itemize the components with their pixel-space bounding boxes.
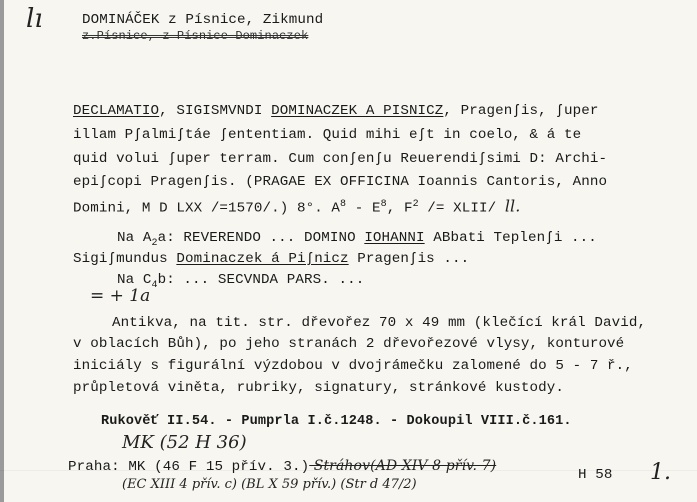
note-text: b: ... SECVNDA PARS. ... <box>157 272 365 288</box>
title-author: DOMINACZEK A PISNICZ <box>271 103 444 119</box>
note-iohanni: IOHANNI <box>364 230 425 246</box>
scan-artifact <box>0 470 697 471</box>
count-mark: 1. <box>650 460 671 485</box>
description-line-2: v oblacích Bůh), po jeho stranách 2 dřevořezové vlysy, konturové <box>73 336 625 352</box>
note-line-1 <box>117 230 597 252</box>
references: Rukověť II.54. - Pumprla I.č.1248. - Dokoupil VIII.č.161. <box>101 414 572 429</box>
note-line-2 <box>73 251 469 267</box>
title-line-4: epiʃcopi Pragenʃis. (PRAGAE EX OFFICINA Ioannis Cantoris, Anno <box>73 174 608 190</box>
praha-handwritten-line-2: (EC XIII 4 přív. c) (BL X 59 přív.) (Str d 47/2) <box>122 477 417 492</box>
handwritten-mk-signature: MK (52 H 36) <box>122 432 247 453</box>
praha-value: MK (46 F 15 přív. 3.) <box>128 459 310 475</box>
collation-sup: 2 <box>412 199 419 210</box>
title-line-1 <box>73 103 598 119</box>
collation-sup: 8 <box>380 199 387 210</box>
collation-d: /= XLII/ <box>418 200 505 217</box>
note-dominaczek: Dominaczek á Piʃnicz <box>176 251 349 267</box>
title-text: , Pragenʃis, ʃuper <box>443 103 599 119</box>
title-line-3: quid volui ʃuper terram. Cum conʃenʃu Reuerendiʃsimi D: Archi- <box>73 151 608 167</box>
note-text: Na A <box>117 230 152 246</box>
note-text: Sigiʃmundus <box>73 251 177 267</box>
note-sub: 2 <box>151 237 158 249</box>
header-name: DOMINÁČEK z Písnice, Zikmund <box>82 12 324 28</box>
praha-line <box>68 458 496 475</box>
header-struck-text: z.Písnice, z Písnice Dominaczek <box>82 29 309 43</box>
note-text: a: REVERENDO ... DOMINO <box>157 230 365 246</box>
note-sub: 4 <box>151 279 158 291</box>
collation-b: - E <box>346 200 381 217</box>
collation-a: Domini, M D LXX /=1570/.) 8°. A <box>73 200 341 217</box>
collation-c: , F <box>386 200 413 217</box>
title-declamatio: DECLAMATIO <box>73 103 160 119</box>
description-line-1: Antikva, na tit. str. dřevořez 70 x 49 mm (klečící král David, <box>112 315 647 331</box>
shelf-mark: H 58 <box>578 467 613 483</box>
collation-sup: 8 <box>340 199 347 210</box>
handwritten-ll: ll. <box>504 196 521 216</box>
title-text: , SIGISMVNDI <box>159 103 272 119</box>
description-line-3: iniciály s figurální výzdobou v dvojrámečku zalomené do 5 - 7 ř., <box>73 358 633 374</box>
card-edge <box>0 0 4 502</box>
praha-label: Praha: <box>68 459 129 475</box>
corner-handwritten-mark: lı <box>26 4 43 34</box>
title-line-5 <box>73 197 520 217</box>
handwritten-mark-1a: = + 1a <box>90 286 151 306</box>
description-line-4: průpletová viněta, rubriky, signatury, stránkové kustody. <box>73 380 564 396</box>
title-line-2: illam Pʃalmiʃtáe ʃententiam. Quid mihi eʃt in coelo, & á te <box>73 127 582 143</box>
note-text: Na C <box>117 272 152 288</box>
note-text: Pragenʃis ... <box>348 251 470 267</box>
note-line-3 <box>117 272 364 294</box>
note-text: ABbati Teplenʃi ... <box>424 230 597 246</box>
praha-handwritten-strahov: Stráhov(AD XIV 8 přív. 7) <box>309 458 497 474</box>
